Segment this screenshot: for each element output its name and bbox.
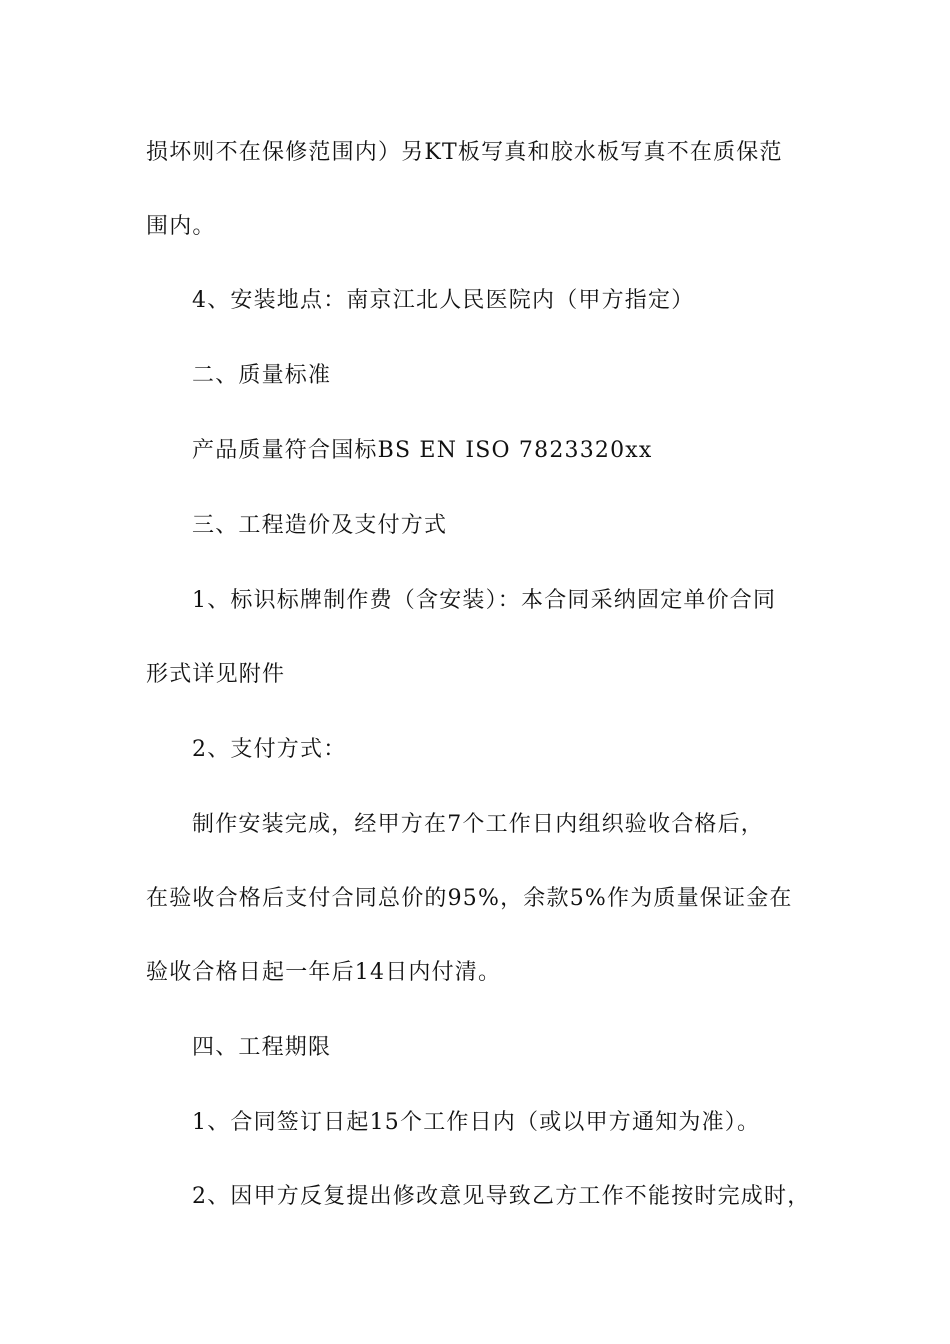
paragraph-line: 在验收合格后支付合同总价的95%，余款5%作为质量保证金在 xyxy=(146,886,793,911)
section-item-payment-method: 2、支付方式： xyxy=(192,737,347,762)
section-item-schedule-2: 2、因甲方反复提出修改意见导致乙方工作不能按时完成时， xyxy=(192,1184,811,1209)
section-heading-quality: 二、质量标准 xyxy=(192,363,332,388)
paragraph-line: 损坏则不在保修范围内）另KT板写真和胶水板写真不在质保范 xyxy=(146,140,783,165)
section-heading-cost-payment: 三、工程造价及支付方式 xyxy=(192,513,448,538)
section-item-schedule-1: 1、合同签订日起15个工作日内（或以甲方通知为准）。 xyxy=(192,1110,761,1135)
section-item-fee: 1、标识标牌制作费（含安装）：本合同采纳固定单价合同 xyxy=(192,588,777,613)
section-item-install-location: 4、安装地点：南京江北人民医院内（甲方指定） xyxy=(192,288,695,313)
paragraph-line: 制作安装完成，经甲方在7个工作日内组织验收合格后， xyxy=(192,812,764,837)
paragraph-line: 围内。 xyxy=(146,214,216,239)
section-heading-schedule: 四、工程期限 xyxy=(192,1035,332,1060)
paragraph-line: 形式详见附件 xyxy=(146,662,286,687)
paragraph-line: 产品质量符合国标BS EN ISO 7823320xx xyxy=(192,438,653,463)
paragraph-line: 验收合格日起一年后14日内付清。 xyxy=(146,960,502,985)
